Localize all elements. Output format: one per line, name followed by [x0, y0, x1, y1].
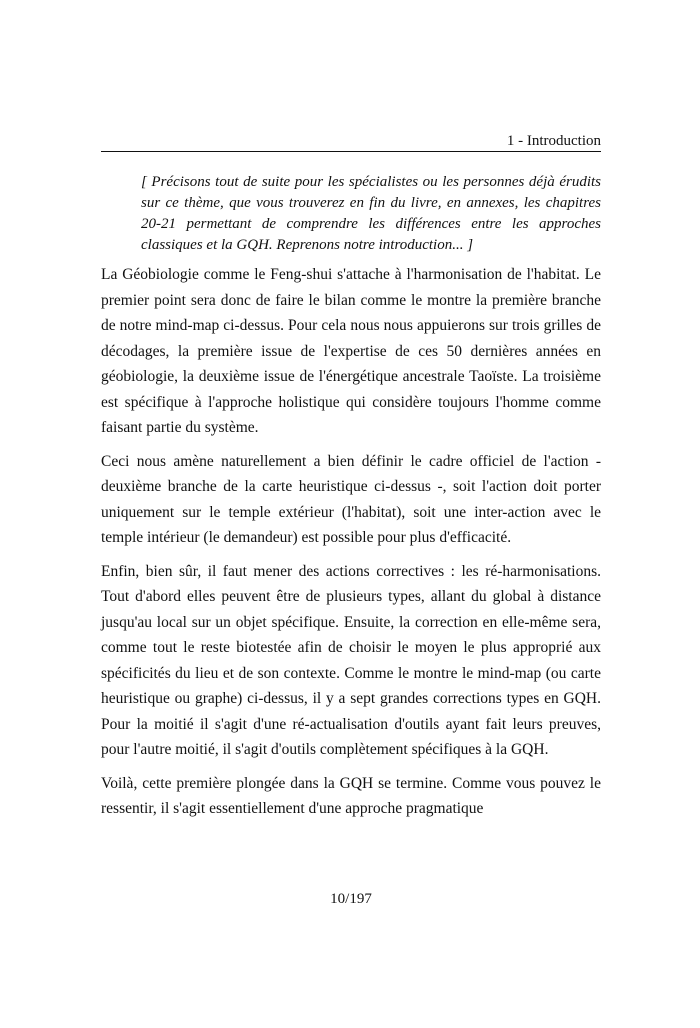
- editor-note: [ Précisons tout de suite pour les spécialistes ou les personnes déjà érudits sur ce thème, que vous trouverez en fin du livre, en annexes, les chapitres 20-21 permettant de comprendre les différences entre les approches classiques et la GQH. Reprenons notre introduction... ]: [141, 174, 601, 253]
- header-rule: [101, 151, 601, 152]
- paragraph-1: La Géobiologie comme le Feng-shui s'attache à l'harmonisation de l'habitat. Le premier point sera donc de faire le bilan comme le montre la première branche de notre mind-map ci-dessus. Pour cela nous nous appuierons sur trois grilles de décodages, la première issue de l'expertise de ces 50 dernières années en géobiologie, la deuxième issue de l'énergétique ancestrale Taoïste. La troisième est spécifique à l'approche holistique qui considère toujours l'homme comme faisant partie du système.: [101, 266, 601, 436]
- paragraph-2: Ceci nous amène naturellement a bien définir le cadre officiel de l'action - deuxième branche de la carte heuristique ci-dessus -, soit l'action doit porter uniquement sur le temple extérieur (l'habitat), soit une inter-action avec le temple intérieur (le demandeur) est possible pour plus d'efficacité.: [101, 452, 601, 546]
- page-number: 10/197: [330, 891, 372, 907]
- running-header: 1 - Introduction: [506, 133, 601, 149]
- paragraph-3: Enfin, bien sûr, il faut mener des actions correctives : les ré-harmonisations. Tout d'abord elles peuvent être de plusieurs types, allant du global à distance jusqu'au local sur un objet spécifique. Ensuite, la correction en elle-même sera, comme tout le reste biotestée afin de choisir le moyen le plus approprié aux spécificités du lieu et de son contexte. Comme le montre le mind-map (ou carte heuristique ou graphe) ci-dessus, il y a sept grandes corrections types en GQH. Pour la moitié il s'agit d'une ré-actualisation d'outils ayant fait leurs preuves, pour l'autre moitié, il s'agit d'outils complètement spécifiques à la GQH.: [101, 562, 601, 758]
- paragraph-4: Voilà, cette première plongée dans la GQH se termine. Comme vous pouvez le ressentir, il s'agit essentiellement d'une approche pragmatique: [101, 774, 601, 817]
- page-content: [101, 172, 601, 830]
